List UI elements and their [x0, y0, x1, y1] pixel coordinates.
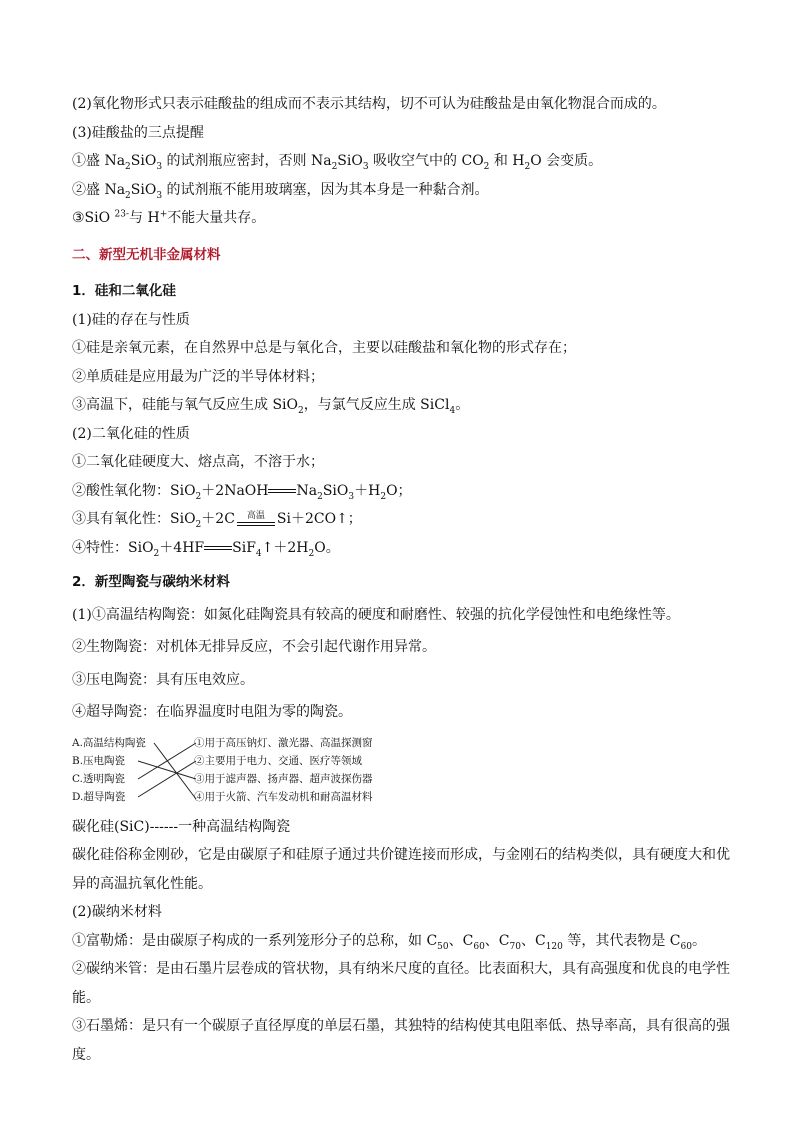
ceramic-type-3: ③压电陶瓷：具有压电效应。	[72, 671, 254, 688]
ceramic-type-2: ②生物陶瓷：对机体无排异反应，不会引起代谢作用异常。	[72, 639, 436, 655]
reaction-condition: 高温	[237, 512, 275, 526]
heading-silicon-properties: (1)硅的存在与性质	[72, 311, 190, 328]
reminder-2: ②盛 $Na_2SiO_3$ 的试剂瓶不能用玻璃塞，因为其本身是一种黏合剂。	[72, 181, 489, 201]
subheading-ceramics-nano: 2．新型陶瓷与碳纳米材料	[72, 574, 230, 590]
carbon-nano-fullerene: ①富勒烯：是由碳原子构成的一系列笼形分子的总称，如 $C_{50}$、$C_{60}$、$C_{70}$、$C_{120}$ 等，其代表物是 $C_{60}$。	[72, 932, 706, 952]
carbon-nano-graphene: ③石墨烯：是只有一个碳原子直径厚度的单层石墨，其独特的结构使其电阻率低、热导率高，具有很高的强度。	[72, 1018, 730, 1063]
silica-fact-4: ④特性：SiO$_2$＋4HF $SiF_4↑+2H_2O$。	[72, 539, 340, 559]
equals-sign-icon	[204, 544, 232, 552]
silica-fact-1: ①二氧化硅硬度大、熔点高，不溶于水；	[72, 454, 324, 470]
sic-description: 碳化硅俗称金刚砂，它是由碳原子和硅原子通过共价键连接而形成，与金刚石的结构类似，具有硬度大和优异的高温抗氧化性能。	[72, 847, 730, 892]
match-left-item: B.压电陶瓷	[72, 754, 126, 767]
subheading-silicon: 1．硅和二氧化硅	[72, 283, 176, 299]
reminder-1: ①盛 $Na_2SiO_3$ 的试剂瓶应密封，否则 $Na_2SiO_3$ 吸收空气中的 $CO_2$ 和 $H_2O$ 会变质。	[72, 153, 603, 172]
matching-diagram	[72, 733, 392, 809]
carbon-nano-tube: ②碳纳米管：是由石墨片层卷成的管状物，具有纳米尺度的直径。比表面积大，具有高强度和优良的电学性能。	[72, 961, 730, 1006]
match-right-item: ①用于高压钠灯、激光器、高温探测窗	[194, 736, 373, 749]
sic-title: 碳化硅(SiC)------一种高温结构陶瓷	[72, 818, 291, 835]
paragraph-oxide-form: (2)氧化物形式只表示硅酸盐的组成而不表示其结构，切不可认为硅酸盐是由氧化物混合而成的。	[72, 96, 666, 112]
ceramic-type-1: (1)①高温结构陶瓷：如氮化硅陶瓷具有较高的硬度和耐磨性、较强的抗化学侵蚀性和电绝缘性等。	[72, 606, 680, 623]
reminder-3: ③SiO $^{23-}$与 H+不能大量共存。	[72, 209, 266, 226]
section-heading-new-materials: 二、新型无机非金属材料	[72, 246, 221, 263]
silica-fact-3: ③具有氧化性：SiO$_2$＋2C 高温 Si＋2CO↑；	[72, 511, 362, 530]
match-right-item: ④用于火箭、汽车发动机和耐高温材料	[194, 790, 373, 803]
equals-sign-icon	[268, 487, 296, 495]
silica-fact-2: ②酸性氧化物：SiO$_2$＋2NaOH $Na_2SiO_3+H_2O$；	[72, 482, 412, 502]
match-left-item: C.透明陶瓷	[72, 772, 125, 785]
match-right-item: ③用于滤声器、扬声器、超声波探伤器	[194, 772, 373, 785]
heading-carbon-nano: (2)碳纳米材料	[72, 904, 162, 920]
silicon-fact-1: ①硅是亲氧元素，在自然界中总是与氧化合，主要以硅酸盐和氧化物的形式存在；	[72, 340, 576, 356]
document-page	[72, 90, 732, 1069]
silicon-fact-2: ②单质硅是应用最为广泛的半导体材料；	[72, 368, 324, 385]
heading-silicate-reminders: (3)硅酸盐的三点提醒	[72, 124, 204, 141]
match-right-item: ②主要用于电力、交通、医疗等领域	[194, 754, 362, 767]
silicon-fact-3: ③高温下，硅能与氧气反应生成 SiO$_2$，与氯气反应生成 SiCl$_4$。	[72, 397, 470, 416]
match-left-item: D.超导陶瓷	[72, 790, 126, 803]
ceramic-type-4: ④超导陶瓷：在临界温度时电阻为零的陶瓷。	[72, 704, 352, 720]
heading-silica-properties: (2)二氧化硅的性质	[72, 425, 190, 442]
match-left-item: A.高温结构陶瓷	[72, 736, 146, 749]
